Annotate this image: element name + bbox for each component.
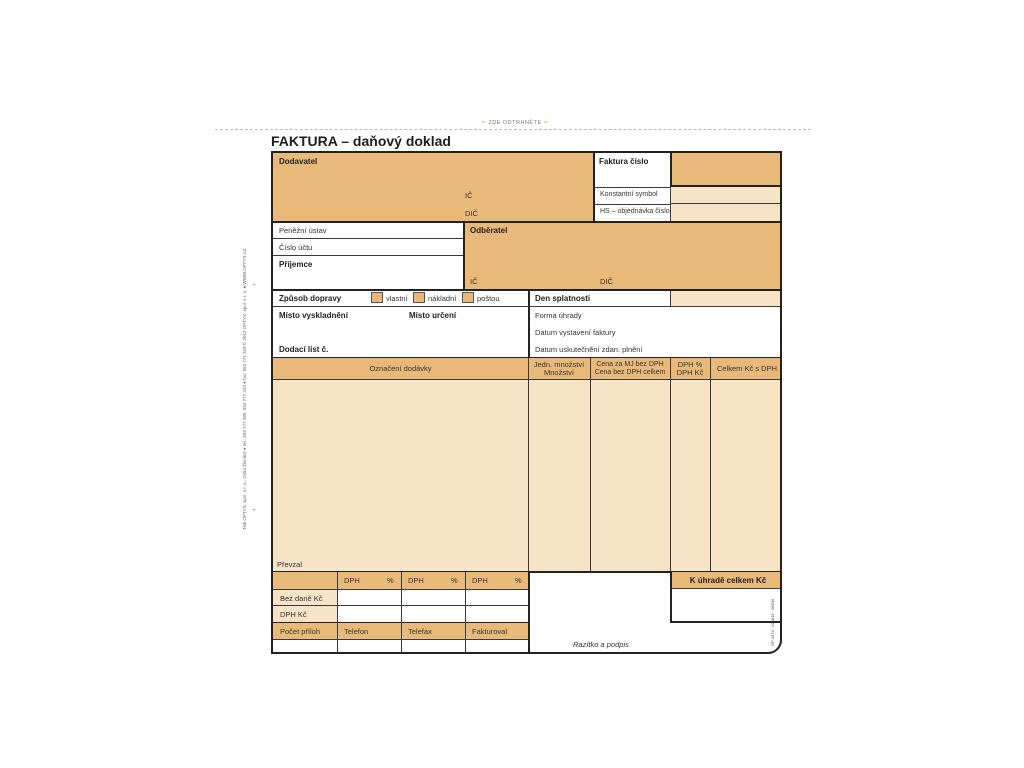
crop-mark: + [252,507,257,514]
invoice-form [271,151,782,654]
constant-symbol-label: Konstantní symbol [600,191,658,198]
bank-label: Peněžní ústav [279,226,327,235]
page-title: FAKTURA – daňový doklad [271,133,451,149]
vat-col-2-label: DPH [408,576,424,585]
recipient-label: Příjemce [279,260,313,269]
col-price-header-line1: Cena za MJ bez DPH [596,360,664,368]
col-desc-header: Označení dodávky [369,364,432,373]
crop-mark: + [252,282,257,289]
attachments-label: Počet příloh [280,627,321,636]
received-by-label: Převzal [277,560,303,569]
customer-heading: Odběratel [470,226,508,235]
printer-imprint: Tisk OPTYS, spol. s r. o., Dolní Životice ● tel.: 553 777 380, 553 777 333 ● fax: 553 777 318 © 2012 OPTYS, spol. s r. o. ● WWW.OPTYS.CZ [242,248,247,530]
supplier-block [273,153,594,221]
col-qty-header-line2: Množství [543,367,574,377]
col-vat-header [670,358,710,379]
transport-own-label: vlastní [386,294,408,303]
issue-date-label: Datum vystavení faktury [535,328,616,337]
transport-post-checkbox[interactable] [462,292,474,303]
tear-line [215,129,811,130]
vat-amount-cells[interactable] [337,606,528,622]
supplier-ic-label: IČ [465,191,473,200]
vat-col-3-percent: % [515,576,522,585]
col-vat-header-line2: DPH Kč [676,367,704,377]
col-price-header [590,358,670,379]
col-qty-header [528,358,590,379]
supplier-dic-label: DIČ [465,209,478,218]
vat-col-1-label: DPH [344,576,360,585]
due-date-field[interactable] [670,291,782,307]
order-number-label: HS – objednávka číslo [600,208,670,215]
invoice-number-label: Faktura číslo [599,157,649,166]
invoiced-by-label: Fakturoval [472,627,508,636]
dispatch-place-label: Místo vyskladnění [279,311,348,320]
invoice-number-field[interactable] [670,153,782,187]
account-label: Číslo účtu [279,243,313,252]
customer-dic-label: DIČ [600,277,613,286]
vat-col-2-percent: % [451,576,458,585]
base-row-label: Bez daně Kč [280,594,323,603]
total-due-label: K úhradě celkem Kč [672,572,782,588]
vat-col-1-percent: % [387,576,394,585]
supplier-heading: Dodavatel [279,157,318,166]
scissors-icon: ✂ [481,120,487,126]
base-amount-cells[interactable] [337,590,528,605]
destination-label: Místo určení [409,311,457,320]
col-qty-header-line1: Jedn. množství [533,359,585,369]
due-date-label: Den splatnosti [535,294,591,303]
tax-date-label: Datum uskutečnění zdan. plnění [535,345,643,354]
stamp-label: Razítko a podpis [573,640,629,649]
order-number-field[interactable] [670,204,782,221]
col-vat-header-line1: DPH % [677,359,703,369]
vat-col-3-label: DPH [472,576,488,585]
customer-ic-label: IČ [470,277,478,286]
transport-freight-label: nákladní [428,294,457,303]
customer-block[interactable] [463,223,782,289]
col-price-header-line2: Cena bez DPH celkem [594,368,666,376]
transport-own-checkbox[interactable] [371,292,383,303]
delivery-note-label: Dodací list č. [279,345,329,354]
transport-post-label: poštou [477,294,500,303]
scissors-icon: ✂ [543,120,549,126]
phone-label: Telefon [344,627,369,636]
constant-symbol-field[interactable] [670,187,782,204]
tear-label: ✂ ZDE ODTRHNĚTE ✂ [481,120,549,126]
contact-cells[interactable] [273,640,528,654]
form-code: OP 1074 · 02 4/15 · 08539 [770,598,775,646]
payment-form-label: Forma úhrady [535,311,582,320]
vat-row-label: DPH Kč [280,610,307,619]
transport-freight-checkbox[interactable] [413,292,425,303]
col-total-header: Celkem Kč s DPH [716,364,777,373]
transport-label: Způsob dopravy [279,294,342,303]
fax-label: Telefax [408,627,432,636]
